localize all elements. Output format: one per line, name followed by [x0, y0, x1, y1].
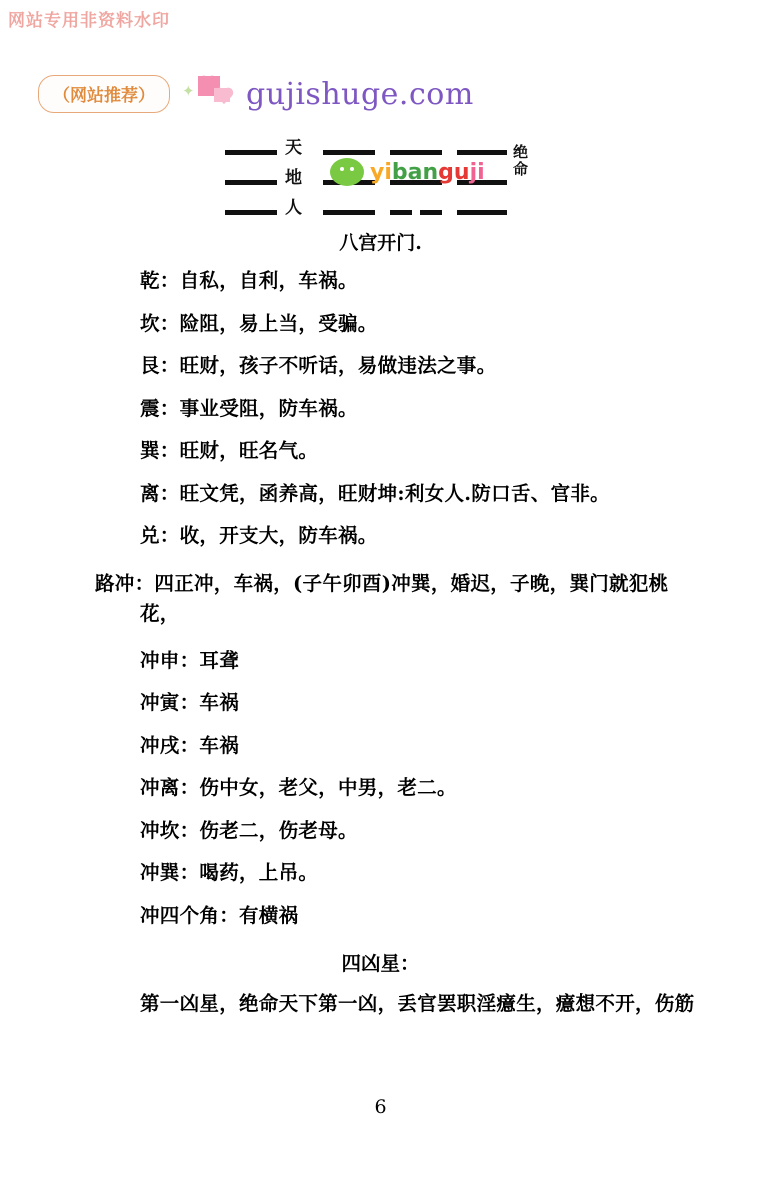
entry-chong-li: 冲离：伤中女，老父，中男，老二。	[140, 776, 457, 800]
trigram-row-earth	[215, 170, 555, 196]
trigram-right-label-line2: 命	[513, 160, 529, 179]
entry-li: 离：旺文凭，函养高，旺财坤:利女人.防口舌、官非。	[140, 481, 610, 505]
entry-zhen: 震：事业受阻，防车祸。	[140, 396, 358, 420]
sparkle-icon: ✦	[182, 82, 195, 100]
trigram-right-label	[513, 144, 528, 179]
trigram-label-earth: 地	[285, 168, 302, 188]
trigram-diagram	[215, 138, 555, 228]
heart-small-icon	[214, 88, 230, 102]
entry-chong-yin: 冲寅：车祸	[140, 691, 240, 715]
recommendation-pill-label: （网站推荐）	[38, 75, 170, 113]
entry-xun: 巽：旺财，旺名气。	[140, 439, 319, 462]
entry-chong-sigejiao: 冲四个角：有横祸	[140, 903, 299, 927]
entry-chong-xu: 冲戌：车祸	[140, 733, 240, 757]
trigram-row-human	[215, 200, 555, 226]
entry-luchong: 路冲：四正冲，车祸，(子午卯酉)冲巽，婚迟，子晚，巽门就犯桃花，	[95, 571, 669, 625]
watermark-top-left: 网站专用非资料水印	[8, 11, 170, 31]
watermark-green-text: yibanguji	[370, 159, 485, 185]
section-heading-bagong: 八宫开门.	[339, 232, 422, 254]
trigram-label-heaven: 天	[285, 138, 302, 158]
page-number: 6	[374, 1096, 387, 1118]
trigram-row-heaven	[215, 140, 555, 166]
trigram-label-human: 人	[285, 198, 302, 218]
entry-chong-xun: 冲巽：喝药，上吊。	[140, 861, 319, 885]
entry-chong-kan: 冲坎：伤老二，伤老母。	[140, 818, 358, 842]
entry-qian: 乾：自私，自利，车祸。	[140, 269, 358, 292]
site-domain-text: gujishuge.com	[246, 76, 474, 112]
entry-dui: 兑：收，开支大，防车祸。	[140, 524, 378, 547]
entry-gen: 艮：旺财，孩子不听话，易做违法之事。	[140, 354, 497, 377]
trigram-right-label-line1: 绝	[513, 143, 529, 161]
entry-kan: 坎：险阻，易上当，受骗。	[140, 311, 378, 335]
hearts-icon	[180, 72, 236, 116]
paragraph-first-evil-star: 第一凶星，绝命天下第一凶，丢官罢职淫癔生，癔想不开，伤筋	[140, 992, 695, 1016]
section-heading-sixiongxing: 四凶星：	[341, 952, 420, 976]
document-body	[0, 228, 761, 1037]
site-recommendation-banner	[38, 72, 474, 116]
entry-chong-shen: 冲申：耳聋	[140, 648, 240, 672]
